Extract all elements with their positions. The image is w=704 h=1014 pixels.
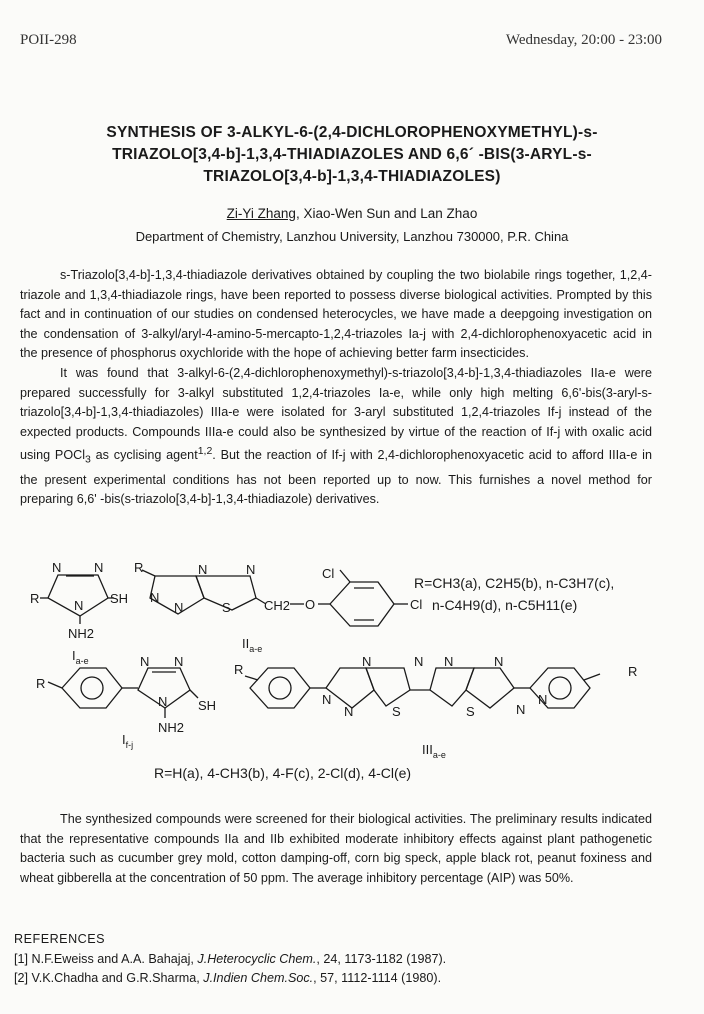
label-compound-II: $II_{a-e}$	[242, 636, 263, 654]
atom-N: N	[246, 562, 256, 577]
reference-1	[14, 950, 674, 970]
r-group-alkyl-list: R=CH3(a), C2H5(b), n-C3H7(c),	[414, 575, 615, 591]
paper-title	[30, 122, 674, 188]
atom-N: N	[140, 654, 150, 669]
reference-2-authors: [2] V.K.Chadha and G.R.Sharma,	[14, 971, 204, 985]
r-group-alkyl-list-2: n-C4H9(d), n-C5H11(e)	[432, 597, 578, 613]
atom-R: R	[234, 662, 244, 677]
paper-code: POII-298	[20, 32, 77, 48]
paragraph-2	[20, 364, 652, 510]
atom-N: N	[174, 654, 184, 669]
group-CH2: CH2	[264, 598, 291, 613]
phenyl-ring-If	[62, 668, 122, 708]
paragraph-2-subscript: 3	[85, 454, 91, 467]
atom-NH2: NH2	[68, 626, 95, 641]
paragraph-2-part-a: It was found that 3-alkyl-6-(2,4-dichlorophenoxymethyl)-s-triazolo[3,4-b]-1,3,4-thiadiazoles IIa-e were prepared successfully for 3-alkyl substituted 1,2,4-triazoles Ia-e, while only high melting 6,6'-bis(3-aryl-s-triazolo[3,4-b]-1,3,4-thiadiazoles) IIIa-e were isolated for 3-aryl substituted 1,2,4-triazoles If-j instead of the expected products. Compounds IIIa-e could also be synthesized by virtue of the reaction of If-j with oxalic acid using POCl	[20, 365, 652, 463]
title-line-3: TRIAZOLO[3,4-b]-1,3,4-THIADIAZOLES)	[203, 168, 501, 185]
atom-N: N	[344, 704, 354, 719]
title-line-2: TRIAZOLO[3,4-b]-1,3,4-THIADIAZOLES AND 6,6´ -BIS(3-ARYL-s-	[112, 146, 592, 163]
r-group-aryl-list: R=H(a), 4-CH3(b), 4-F(c), 2-Cl(d), 4-Cl(e)	[154, 765, 412, 781]
atom-N: N	[150, 590, 160, 605]
atom-SH: SH	[110, 591, 129, 606]
triazole-ring-III-left	[326, 668, 374, 708]
affiliation: Department of Chemistry, Lanzhou University, Lanzhou 730000, P.R. China	[135, 229, 569, 244]
atom-N: N	[322, 692, 332, 707]
atom-N: N	[74, 598, 84, 613]
atom-N: N	[158, 694, 168, 709]
reference-1-journal: J.Heterocyclic Chem.	[197, 951, 317, 966]
atom-N: N	[494, 654, 504, 669]
citation-superscript: 1,2	[197, 445, 213, 458]
reference-1-details: , 24, 1173-1182 (1987).	[316, 951, 447, 966]
abstract-body	[20, 266, 652, 510]
atom-O: O	[305, 597, 316, 612]
atom-NH2: NH2	[158, 720, 185, 735]
co-authors: , Xiao-Wen Sun and Lan Zhao	[295, 206, 478, 221]
atom-R: R	[36, 676, 46, 691]
author-list	[0, 206, 704, 221]
atom-N: N	[538, 692, 548, 707]
triazole-ring-III-right	[466, 668, 514, 708]
atom-N: N	[198, 562, 208, 577]
references-heading: REFERENCES	[14, 932, 106, 946]
session-time: Wednesday, 20:00 - 23:00	[505, 32, 662, 48]
atom-N: N	[414, 654, 424, 669]
atom-N: N	[516, 702, 526, 717]
reference-2	[14, 969, 674, 989]
atom-Cl: Cl	[410, 597, 423, 612]
atom-R: R	[628, 664, 638, 679]
reference-2-journal: J.Indien Chem.Soc.	[203, 971, 314, 985]
presenting-author: Zi-Yi Zhang	[226, 206, 296, 221]
reference-2-details: , 57, 1112-1114 (1980).	[313, 971, 442, 985]
label-compound-If: $I_{f-j}$	[122, 732, 134, 750]
atom-R: R	[30, 591, 40, 606]
paragraph-1: s-Triazolo[3,4-b]-1,3,4-thiadiazole derivatives obtained by coupling the two biolabile rings together, 1,2,4-triazole and 1,3,4-thiadiazole rings, have been reported to possess diverse biological activities. Prompted by this fact and in continuation of our studies on condensed heterocycles, we have made a deepgoing investigation on the condensation of 3-alkyl/aryl-4-amino-5-mercapto-1,2,4-triazoles Ia-j with 2,4-dichlorophenoxyacetic acid in the presence of phosphorus oxychloride with the hope of achieving better farm insecticides.	[20, 268, 652, 361]
label-compound-III: $III_{a-e}$	[422, 742, 446, 760]
atom-S: S	[466, 704, 475, 719]
title-line-1: SYNTHESIS OF 3-ALKYL-6-(2,4-DICHLOROPHENOXYMETHYL)-s-	[106, 124, 598, 141]
atom-Cl: Cl	[322, 566, 335, 581]
paragraph-2-part-b: as cyclising agent	[90, 448, 198, 463]
atom-N: N	[444, 654, 454, 669]
atom-N: N	[52, 560, 62, 575]
atom-R: R	[134, 560, 144, 575]
paragraph-2-part-c: . But the reaction of If-j with 2,4-dichlorophenoxyacetic acid to afford IIIa-e in the present experimental conditions has not been reported up to now. This furnishes a novel method for preparing 6,6' -bis(s-triazolo[3,4-b]-1,3,4-thiadiazole) derivatives.	[20, 448, 652, 507]
thiadiazole-ring-III-left	[366, 668, 410, 706]
atom-S: S	[392, 704, 401, 719]
paragraph-3: The synthesized compounds were screened for their biological activities. The preliminary results indicated that the representative compounds IIa and IIb exhibited moderate inhibitory effects against plant pathogenetic bacteria such as cucumber grey mold, cotton damping-off, corn big speck, apple black rot, peanut foxiness and wheat gibberella at the concentration of 50 ppm. The average inhibitory percentage (AIP) was 50%.	[20, 812, 652, 885]
atom-N: N	[362, 654, 372, 669]
reaction-scheme	[0, 548, 704, 788]
atom-N: N	[174, 600, 184, 615]
atom-SH: SH	[198, 698, 217, 713]
references	[14, 930, 674, 989]
atom-S: S	[222, 600, 231, 615]
results-body	[20, 810, 652, 888]
reference-1-authors: [1] N.F.Eweiss and A.A. Bahajaj,	[14, 951, 198, 966]
atom-N: N	[94, 560, 104, 575]
phenyl-ring-III-left	[250, 668, 310, 708]
label-compound-I: $I_{a-e}$	[72, 648, 89, 666]
